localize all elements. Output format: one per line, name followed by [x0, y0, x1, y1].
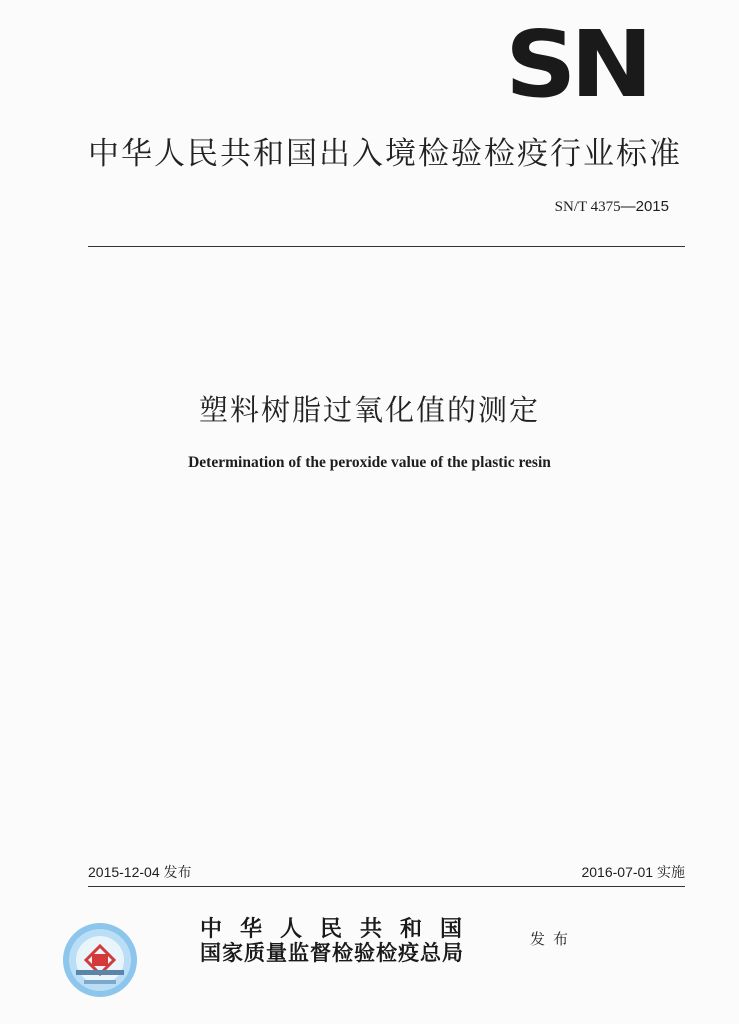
title-chinese: 塑料树脂过氧化值的测定: [198, 393, 540, 427]
issue-date: 2015-12-04 发布: [88, 864, 192, 880]
standard-number: [555, 198, 669, 216]
seal-stamp: [62, 922, 138, 998]
standard-code: SN/T 4375: [554, 199, 621, 215]
sn-logo: SN: [505, 11, 647, 118]
standard-year: —2015: [620, 198, 669, 215]
publisher-line1: 中华人民共和国: [200, 916, 481, 942]
publisher-line2: 国家质量监督检验检疫总局: [200, 940, 464, 965]
publisher-suffix: 发布: [530, 930, 577, 948]
title-english: Determination of the peroxide value of the plastic resin: [188, 454, 551, 471]
header-divider: [88, 246, 685, 247]
footer-divider: [88, 886, 685, 887]
implement-date: 2016-07-01 实施: [581, 864, 685, 880]
org-title: 中华人民共和国出入境检验检疫行业标准: [88, 136, 682, 172]
